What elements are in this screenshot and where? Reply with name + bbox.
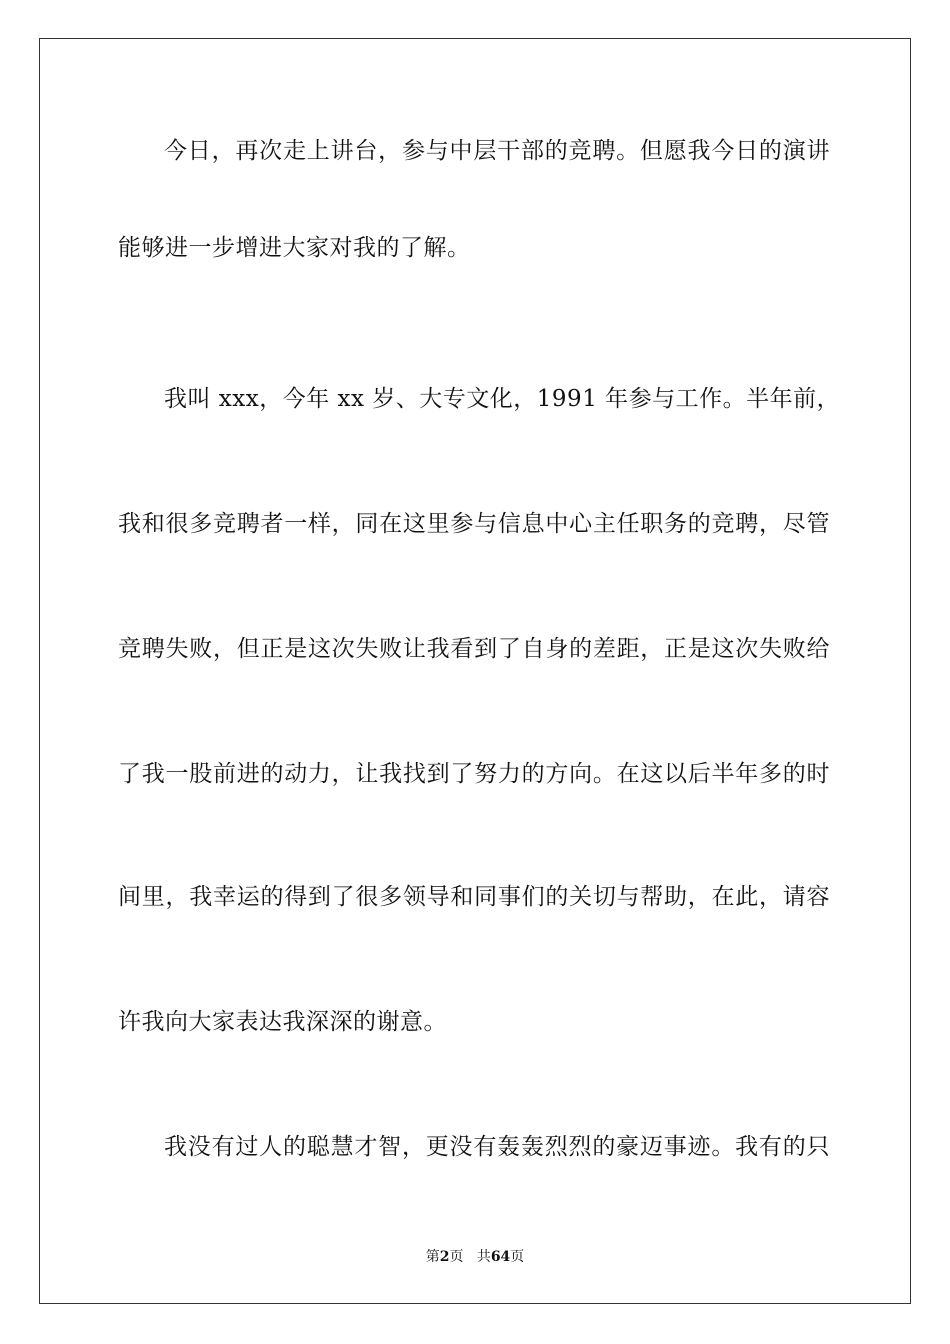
- paragraph-1-line-2: 能够进一步增进大家对我的了解。: [118, 235, 471, 261]
- total-pages: 64: [490, 1249, 511, 1265]
- paragraph-2-line-5: 间里，我幸运的得到了很多领导和同事们的关切与帮助，在此，请容: [118, 884, 830, 910]
- page-footer: [0, 1248, 950, 1266]
- paragraph-2-line-6: 许我向大家表达我深深的谢意。: [118, 1009, 447, 1035]
- page-border: [39, 38, 911, 1304]
- paragraph-2-line-1: 我叫 xxx，今年 xx 岁、大专文化，1991 年参与工作。半年前，: [164, 386, 841, 412]
- total-prefix: 共: [476, 1249, 491, 1265]
- paragraph-2-line-3: 竞聘失败，但正是这次失败让我看到了自身的差距，正是这次失败给: [118, 636, 830, 662]
- page-number: 2: [439, 1249, 450, 1265]
- paragraph-1-line-1: 今日，再次走上讲台，参与中层干部的竞聘。但愿我今日的演讲: [164, 138, 830, 164]
- paragraph-2-line-2: 我和很多竞聘者一样，同在这里参与信息中心主任职务的竞聘，尽管: [118, 511, 830, 537]
- page-suffix: 页: [449, 1249, 464, 1265]
- page-prefix: 第: [425, 1249, 440, 1265]
- total-suffix: 页: [510, 1249, 525, 1265]
- paragraph-2-line-4: 了我一股前进的动力，让我找到了努力的方向。在这以后半年多的时: [118, 761, 830, 787]
- paragraph-3-line-1: 我没有过人的聪慧才智，更没有轰轰烈烈的豪迈事迹。我有的只: [164, 1134, 830, 1160]
